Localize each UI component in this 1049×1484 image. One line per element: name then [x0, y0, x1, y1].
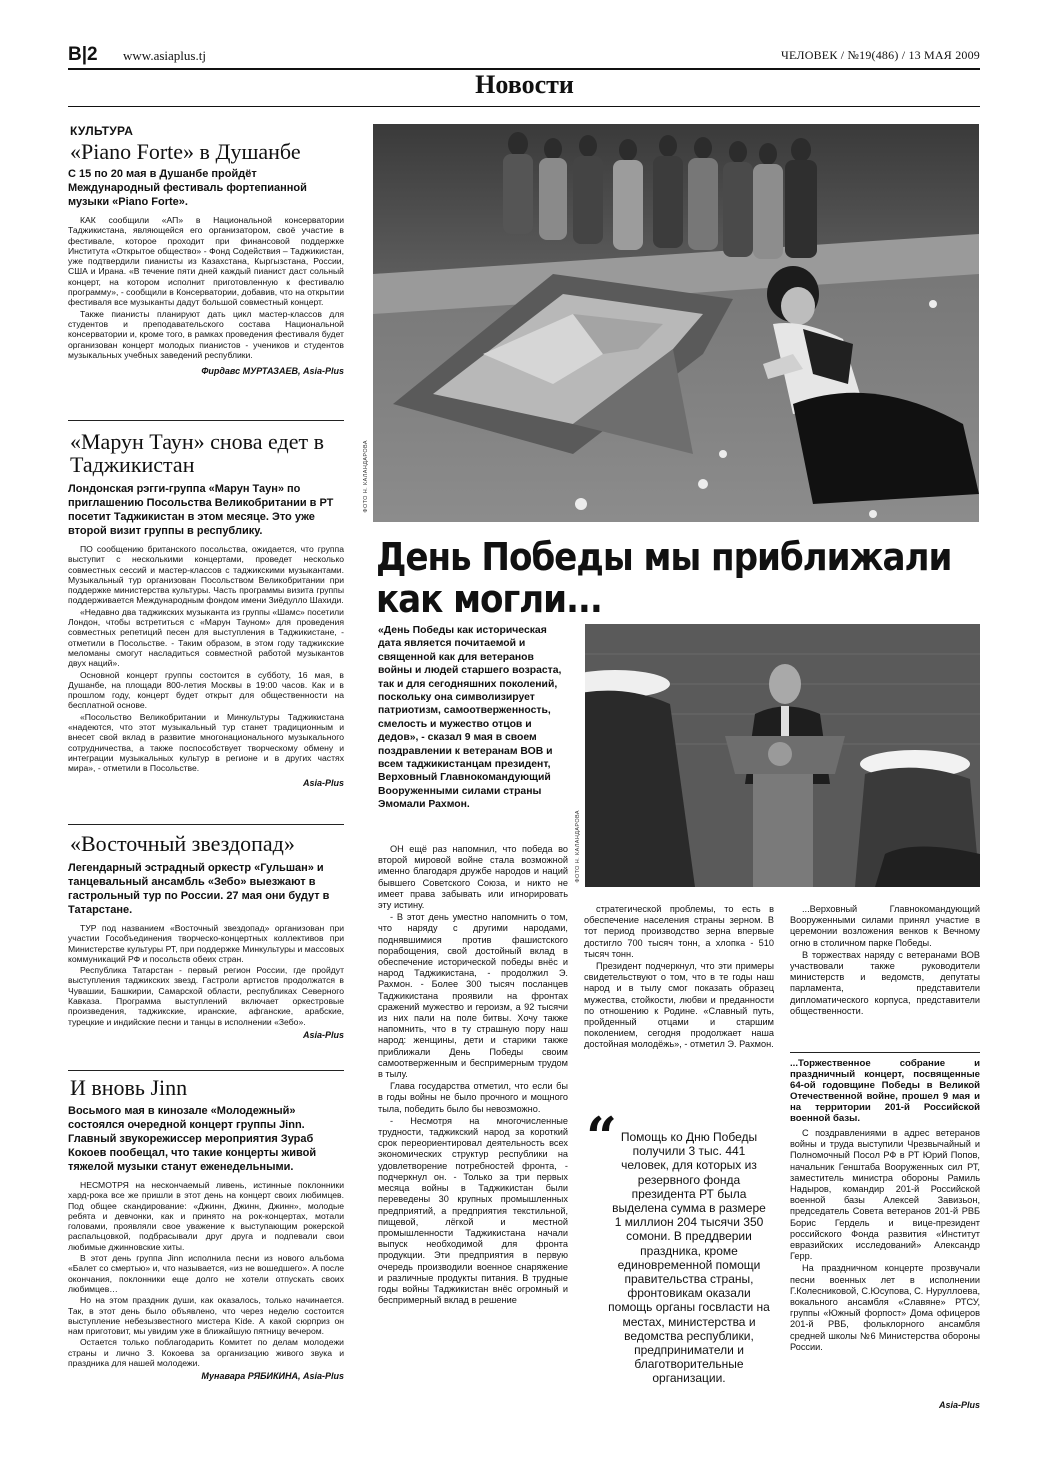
paragraph: - Несмотря на многочисленные трудности, таджикский народ за короткий срок переориентировал деятельность всех экономических структур республики на удовлетворение потребностей фронта, - подчеркнул он. - Только за три первых месяца войны в Таджикистан были переведены 30 крупных промышленных предприятий, а предприятия текстильной, пищевой, лёгкой и местной промышленности Таджикистана начали выпуск необходимой для фронта продукции. Эти предприятия в первую очередь производили военное снаряжение и различные продукты питания. В трудные годы войны Таджикистан внёс огромный и беспримерный вклад в решение: [378, 1115, 568, 1306]
divider: [68, 824, 344, 825]
article-signature: Asia-Plus: [302, 1029, 344, 1040]
article-signature: Мунавара РЯБИКИНА, Asia-Plus: [201, 1371, 344, 1382]
article-piano-forte: [68, 124, 344, 376]
article-lead: Легендарный эстрадный оркестр «Гульшан» и танцевальный ансамбль «Зебо» выезжают в гастрольный тур по России. 27 мая они будут в Татарстане.: [68, 862, 330, 916]
paragraph: В этот день группа Jinn исполнила песни из нового альбома «Балет со смертью» и, что называется, «из не вошедшего». А после окончания, поклонники еще долго не хотели отпускать своих любимцев…: [68, 1253, 344, 1294]
article-body: [68, 1180, 344, 1368]
article-body: [68, 215, 344, 360]
main-body-col3-cont: [790, 1128, 980, 1354]
article-signature: Фирдавс МУРТАЗАЕВ, Asia-Plus: [201, 366, 344, 377]
article-title: «Марун Таун» снова едет в Таджикистан: [70, 429, 324, 477]
article-title: «Восточный звездопад»: [70, 831, 295, 856]
memorial-photo: [373, 124, 979, 522]
paragraph: На праздничном концерте прозвучали песни военных лет в исполнении Г.Колесниковой, С.Юсупова, С. Нуруллоева, вокального ансамбля «Славяне» РТСУ, группы «Южный форпост» Дома офицеров 201-й РВБ, фольклорного ансамбля средней школы №6 Министерства обороны России.: [790, 1263, 980, 1352]
paragraph: - В этот день уместно напомнить о том, что наряду с другими народами, поднявшимися против фашистского порабощения, свой достойный вклад в обеспечение исторической победы внёс и народ Таджикистана, - продолжил Э. Рахмон. - Более 300 тысяч посланцев Таджикистана проявили на фронтах сражений мужество и героизм, а 92 тысячи из них пали на поле битвы. Хочу также напомнить, что в ту страшную пору наш народ: женщины, дети и старики также приближали День Победы своим самоотверженным и беспримерным трудом в тылу.: [378, 912, 568, 1080]
paragraph: Глава государства отметил, что если бы в годы войны не было прочного и мощного тыла, победить было бы невозможно.: [378, 1081, 568, 1114]
photo-credit: ФОТО Н. КАЛАНДАРОВА: [575, 810, 581, 883]
paragraph: В торжествах наряду с ветеранами ВОВ участвовали также руководители министерств и ведомств, депутаты парламента, представители дипломатического корпуса, представители общественности.: [790, 949, 980, 1016]
main-body-col3: [790, 904, 980, 1018]
article-kicker: КУЛЬТУРА: [70, 124, 134, 138]
main-body-col1: [378, 844, 568, 1307]
site-url[interactable]: www.asiaplus.tj: [123, 48, 206, 63]
paragraph: ТУР под названием «Восточный звездопад» организован при участии Гособъединения творческо-концертных коллективов при Министерстве культуры РТ, при поддержке Минкультуры и массовых коммуникаций РФ и посольств обеих стран.: [68, 923, 344, 964]
pull-quote: Помощь ко Дню Победы получили 3 тыс. 441 человек, для которых из резервного фонда президента РТ была выделена сумма в размере 1 миллион 204 тысячи 350 сомони. В преддверии праздника, кроме единовременной помощи правительства страны, фронтовикам оказали помощь органы госвласти на местах, министерства и ведомства республики, предприниматели и благотворительные организации.: [608, 1130, 770, 1386]
page-header: [68, 44, 980, 70]
paragraph: «Недавно два таджикских музыканта из группы «Шамс» посетили Лондон, чтобы встретиться с «Марун Тауном» для проведения совместных репетиций песен для выступления в Таджикистане, - отметили в Посольстве. - Таким образом, в этом году таджикские меломаны смогут насладиться совместной работой музыкантов двух наций».: [68, 606, 344, 669]
paragraph: ОН ещё раз напомнил, что победа во второй мировой войне стала возможной именно благодаря дружбе народов и наций бывшего Советского Союза, и никто не имеет права забывать или игнорировать эту истину.: [378, 844, 568, 911]
article-title: «Piano Forte» в Душанбе: [70, 139, 301, 164]
paragraph: Также пианисты планируют дать цикл мастер-классов для студентов и преподавательского состава Национальной консерватории и, кроме того, в рамках проведения фестиваля будет организован концерт молодых пианистов - учеников и студентов музыкальных учебных заведений республики.: [68, 308, 344, 360]
section-rule: [68, 106, 980, 107]
article-signature: Asia-Plus: [938, 1400, 980, 1410]
paragraph: Президент подчеркнул, что эти примеры свидетельствуют о том, что в те годы наш народ и в тылу смог показать образец мужества, стойкости, любви и преданности по отношению к Родине. «Славный путь, пройденный отцами и старшим поколением, сегодня продолжает наша достойная молодёжь», - отметил Э. Рахмон.: [584, 961, 774, 1050]
main-body-col2: [584, 904, 774, 1052]
paragraph: «Посольство Великобритании и Минкультуры Таджикистана «надеются, что этот музыкальный тур станет традиционным и внесет свой вклад в развитие многонационального музыкального сотрудничества, а также поспособствует творческому обмену и интеграции музыкальных культур в регионе и в других частях мира», - отметили в Посольстве.: [68, 711, 344, 774]
issue-info: ЧЕЛОВЕК / №19(486) / 13 МАЯ 2009: [781, 48, 980, 62]
paragraph: ПО сообщению британского посольства, ожидается, что группа выступит с несколькими концертами, проведет несколько совместных сессий и мастер-классов с таджикскими музыкантами. Музыкальный тур организован Посольством Великобритании при поддержке министерства культуры. Часть программы визита группы поддерживается Международным фондом имени Зиёдулло Шахиди.: [68, 544, 344, 606]
article-signature: Asia-Plus: [302, 777, 344, 788]
article-body: [68, 544, 344, 774]
president-photo: [585, 624, 980, 887]
main-headline-line2: как могли...: [376, 577, 602, 621]
paragraph: С поздравлениями в адрес ветеранов войны и труда выступили Чрезвычайный и Полномочный Посол РФ в РТ Юрий Попов, начальник Генштаба Вооруженных сил РТ, заместитель министра обороны Рамиль Надыров, командир 201-й Российской военной базы Алексей Завизьон, председатель Совета ветеранов 201-й РВБ Борис Гердель и вице-президент российского Фонда развития «Институт евразийских исследований» Александр Герр.: [790, 1128, 980, 1262]
section-title: Новости: [475, 70, 574, 99]
article-lead: С 15 по 20 мая в Душанбе пройдёт Международный фестиваль фортепианной музыки «Piano Forte».: [68, 168, 307, 208]
divider: [68, 420, 344, 421]
paragraph: Остается только поблагодарить Комитет по делам молодежи страны и лично З. Кокоева за организацию живого звука и праздника для нашей молодежи.: [68, 1337, 344, 1369]
article-maroon-town: [68, 430, 344, 788]
photo-credit: ФОТО Н. КАЛАНДАРОВА: [363, 440, 369, 513]
newspaper-logo: В|2: [68, 44, 98, 65]
paragraph: Основной концерт группы состоится в субботу, 16 мая, в Душанбе, на площади 800-летия Москвы в 19:00 часов. Как и в прошлом году, концерт будет открыт для общественности на бесплатной основе.: [68, 669, 344, 711]
article-jinn: [68, 1076, 344, 1381]
divider: [790, 1052, 980, 1053]
article-lead: Лондонская рэгги-группа «Марун Таун» по приглашению Посольства Великобритании в РТ посетит Таджикистан в этом месяце. Это уже второй визит группы в республику.: [68, 483, 334, 537]
divider: [68, 1070, 344, 1071]
main-bold-paragraph: ...Торжественное собрание и праздничный концерт, посвященные 64-ой годовщине Победы в Великой Отечественной войне, прошел 9 мая и на территории 201-й Российской военной базы.: [790, 1058, 980, 1124]
president-photo-image: [585, 624, 980, 887]
paragraph: Но на этом праздник души, как оказалось, только начинается. Так, в этот день было объявлено, что через неделю состоится выступление небезызвестного мистера Kide. А какой сюрприз он нам приготовит, мы увидим уже в ближайшую пятницу вечером.: [68, 1295, 344, 1337]
paragraph: стратегической проблемы, то есть в обеспечение населения страны зерном. В тот период производство зерна впервые достигло 700 тысяч тонн, а хлопка - 510 тысяч тонн.: [584, 904, 774, 959]
paragraph: Республика Татарстан - первый регион России, где пройдут выступления таджикских звезд. Гастроли артистов продолжатся в Чувашии, Башкирии, Самарской области, республиках Северного Кавказа. Программа выступлений включает оркестровые произведения, таджикские, иранские, афганские, арабские, турецкие и индийские песни и танцы в исполнении «Зебо».: [68, 965, 344, 1027]
article-body: [68, 923, 344, 1027]
article-lead: Восьмого мая в кинозале «Молодежный» состоялся очередной концерт группы Jinn. Главный звукорежиссер мероприятия Зураб Кокоев пообещал, что такие концерты живой тяжелой музыки станут еженедельными.: [68, 1105, 317, 1173]
paragraph: ...Верховный Главнокомандующий Вооруженными силами принял участие в церемонии возложения венков к Вечному огню в столичном парке Победы.: [790, 904, 980, 948]
quote-icon: “: [586, 1105, 618, 1169]
article-title: И вновь Jinn: [70, 1075, 188, 1100]
main-lead: «День Победы как историческая дата является почитаемой и священной как для ветеранов войны и людей старшего возраста, так и для сегодняшних поколений, поскольку она символизирует патриотизм, самоотверженность, смелость и мужество отцов и дедов», - сказал 9 мая в своем поздравлении к ветеранам ВОВ и всем таджикистанцам президент, Верховный Главнокомандующий Вооруженными силами страны Эмомали Рахмон.: [378, 625, 562, 811]
memorial-photo-image: [373, 124, 979, 522]
article-vostochny: [68, 832, 344, 1040]
paragraph: НЕСМОТРЯ на нескончаемый ливень, истинные поклонники хард-рока все же пришли в этот день на концерт своих любимцев. Под общее скандирование: «Джинн, Джинн, Джинн», молодые ребята и девчонки, как и принято на рок-концертах, мотали головами, проявляли свое уважение к выступающим рокерской распальцовкой, подбрасывали друг друга и подпевали свои любимые джинновские хиты.: [68, 1180, 344, 1252]
main-headline-line1: День Победы мы приближали: [376, 535, 952, 579]
paragraph: КАК сообщили «АП» в Национальной консерватории Таджикистана, являющейся его организатором, своё участие в фестивале, которое проходит при финансовой поддержке Института «Открытое общество» - Фонд Содействия – Таджикистан, уже подтвердили пианисты из Казахстана, Кыргызстана, России, США и Ирана. «В течение пяти дней каждый пианист даст сольный концерт, на котором исполнит приготовленную к фестивалю программу», - сообщили в Консерватории, добавив, что на открытии фестиваля все музыканты дадут большой совместный концерт.: [68, 215, 344, 308]
